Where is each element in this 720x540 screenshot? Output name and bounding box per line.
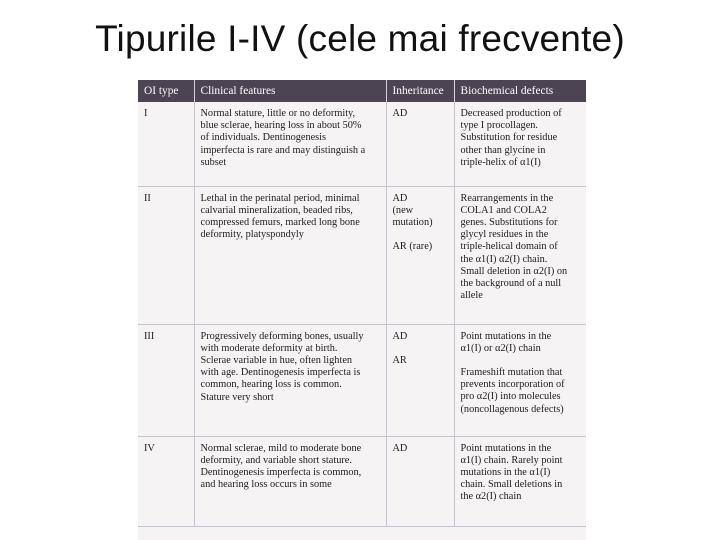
cell-text-line: Normal stature, little or no deformity, xyxy=(200,108,356,119)
cell-inheritance xyxy=(386,436,454,526)
cell-biochemical-defects xyxy=(454,102,586,186)
cell-clinical-features xyxy=(194,324,386,436)
cell-text-line: Decreased production of xyxy=(460,108,562,119)
cell-text-line: Dentinogenesis imperfecta is common, xyxy=(200,466,362,478)
cell-text-line: AD xyxy=(392,108,408,119)
cell-text-line: α1(I) or α2(I) chain xyxy=(460,342,541,354)
header-clinical-features: Clinical features xyxy=(194,80,386,102)
cell-text-line: glycyl residues in the xyxy=(460,229,549,241)
cell-text-line: compressed femurs, marked long bone xyxy=(200,216,360,228)
table-row xyxy=(138,102,586,186)
cell-text-line: Progressively deforming bones, usually xyxy=(200,330,364,342)
cell-text-line: chain. Small deletions in xyxy=(460,479,563,491)
cell-text-line: Sclerae variable in hue, often lighten xyxy=(200,354,353,366)
cell-text-line: AD xyxy=(392,192,408,204)
cell-text-line: with moderate deformity at birth. xyxy=(200,342,338,354)
cell-oi-type: III xyxy=(138,324,194,436)
cell-text-line: of individuals. Dentinogenesis xyxy=(200,132,327,144)
cell-text-line: common, hearing loss is common. xyxy=(200,379,342,391)
cell-inheritance xyxy=(386,102,454,186)
cell-text-line: α1(I) chain. Rarely point xyxy=(460,454,563,466)
cell-text-line: COLA1 and COLA2 xyxy=(460,204,547,216)
cell-text-line: calvarial mineralization, beaded ribs, xyxy=(200,204,353,216)
cell-text-line: AD xyxy=(392,330,408,342)
cell-text-line: and hearing loss occurs in some xyxy=(200,479,332,491)
cell-text-line: deformity, and variable short stature. xyxy=(200,454,352,466)
table-row xyxy=(138,436,586,526)
cell-oi-type: IV xyxy=(138,436,194,526)
header-biochemical-defects: Biochemical defects xyxy=(454,80,586,102)
cell-text-line: with age. Dentinogenesis imperfecta is xyxy=(200,367,361,379)
cell-text-line: Point mutations in the xyxy=(460,442,552,454)
cell-inheritance xyxy=(386,186,454,324)
cell-text-line: Rearrangements in the xyxy=(460,192,554,204)
header-oi-type: OI type xyxy=(138,80,194,102)
table-row xyxy=(138,186,586,324)
cell-text-line: allele xyxy=(460,290,483,302)
cell-text-line: other than glycine in xyxy=(460,144,546,156)
cell-text-line: triple-helix of α1(I) xyxy=(460,156,541,168)
cell-text-line: AD xyxy=(392,442,408,454)
oi-types-table xyxy=(138,80,586,527)
cell-text-line: deformity, platyspondyly xyxy=(200,229,304,241)
cell-clinical-features xyxy=(194,186,386,324)
cell-text-line: imperfecta is rare and may distinguish a xyxy=(200,144,366,156)
cell-text-line: Stature very short xyxy=(200,391,274,403)
cell-text-line: prevents incorporation of xyxy=(460,379,565,391)
cell-inheritance xyxy=(386,324,454,436)
cell-text-line: blue sclerae, hearing loss in about 50% xyxy=(200,120,362,132)
oi-types-table-image xyxy=(138,80,586,540)
cell-text-line: the background of a null xyxy=(460,277,562,289)
cell-text-line: triple-helical domain of xyxy=(460,241,558,253)
slide-title: Tipurile I-IV (cele mai frecvente) xyxy=(95,18,625,59)
cell-text-line: (noncollagenous defects) xyxy=(460,403,564,415)
cell-text-line: AR xyxy=(392,354,407,366)
table-row xyxy=(138,324,586,436)
cell-text-line: pro α2(I) into molecules xyxy=(460,391,561,403)
cell-text-line: Substitution for residue xyxy=(460,132,558,144)
table-header-row xyxy=(138,80,586,102)
cell-text-line: (new xyxy=(392,204,414,216)
cell-text-line: mutation) xyxy=(392,216,433,228)
cell-biochemical-defects xyxy=(454,324,586,436)
cell-text-line: mutations in the α1(I) xyxy=(460,466,551,478)
cell-text-line: genes. Substitutions for xyxy=(460,216,558,228)
cell-text-line: subset xyxy=(200,156,227,168)
cell-text-line: Lethal in the perinatal period, minimal xyxy=(200,192,360,204)
header-inheritance: Inheritance xyxy=(386,80,454,102)
cell-text-line: the α1(I) α2(I) chain. xyxy=(460,253,548,265)
cell-text-line: type I procollagen. xyxy=(460,120,538,132)
cell-clinical-features xyxy=(194,102,386,186)
cell-text-line: AR (rare) xyxy=(392,241,433,253)
cell-text-line: Frameshift mutation that xyxy=(460,366,563,378)
cell-text-line: Normal sclerae, mild to moderate bone xyxy=(200,442,362,454)
cell-biochemical-defects xyxy=(454,436,586,526)
cell-oi-type: I xyxy=(138,102,194,186)
cell-text-line: Small deletion in α2(I) on xyxy=(460,265,568,277)
cell-text-line: the α2(I) chain xyxy=(460,491,522,503)
cell-biochemical-defects xyxy=(454,186,586,324)
cell-oi-type: II xyxy=(138,186,194,324)
cell-clinical-features xyxy=(194,436,386,526)
cell-text-line: Point mutations in the xyxy=(460,330,552,342)
